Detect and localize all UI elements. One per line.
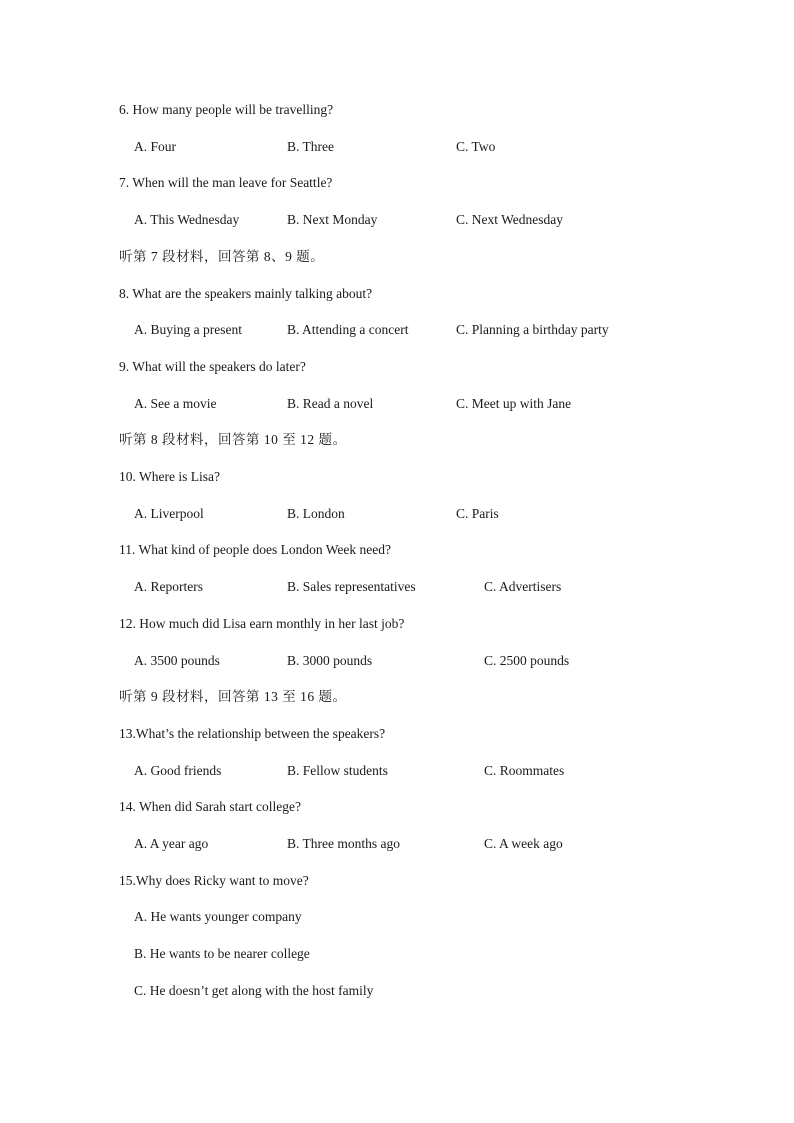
section-instruction: 听第 8 段材料，回答第 10 至 12 题。 [119,432,347,448]
question-text: 7. When will the man leave for Seattle? [119,175,333,191]
question-text: 14. When did Sarah start college? [119,799,301,815]
answer-option: B. Fellow students [287,762,388,778]
answer-option: A. He wants younger company [134,909,302,925]
answer-option: C. Meet up with Jane [456,395,572,411]
question-text: 12. How much did Lisa earn monthly in her last job? [119,615,405,631]
answer-option: C. He doesn’t get along with the host family [134,982,374,998]
answer-option: B. Read a novel [287,395,374,411]
answer-option: B. He wants to be nearer college [134,946,310,962]
answer-option: A. This Wednesday [134,212,240,228]
answer-option: A. 3500 pounds [134,652,220,668]
answer-option: C. Roommates [484,762,565,778]
answer-option: C. Advertisers [484,579,562,595]
answer-option: B. Next Monday [287,212,378,228]
answer-option: B. Attending a concert [287,322,409,338]
answer-option: A. A year ago [134,836,209,851]
answer-option: A. Liverpool [134,505,204,521]
question-text: 13.What’s the relationship between the speakers? [119,725,386,741]
answer-option: B. Three [287,138,334,154]
answer-option: C. 2500 pounds [484,652,570,668]
answer-option: B. Sales representatives [287,579,416,595]
question-text: 15.Why does Ricky want to move? [119,872,309,888]
section-instruction: 听第 7 段材料，回答第 8、9 题。 [119,248,325,264]
answer-option: B. 3000 pounds [287,652,373,668]
answer-option: C. Planning a birthday party [456,322,609,338]
answer-option: A. Four [134,138,177,154]
answer-option: C. A week ago [484,836,563,851]
answer-option: B. London [287,505,345,521]
answer-option: A. Buying a present [134,322,242,338]
answer-option: A. Reporters [134,579,203,595]
answer-option: B. Three months ago [287,836,400,851]
answer-option: C. Paris [456,505,499,521]
answer-option: A. Good friends [134,762,222,778]
question-text: 11. What kind of people does London Week need? [119,542,391,558]
question-text: 6. How many people will be travelling? [119,102,334,117]
answer-option: C. Next Wednesday [456,212,564,228]
section-instruction: 听第 9 段材料，回答第 13 至 16 题。 [119,689,347,705]
answer-option: C. Two [456,138,496,154]
question-text: 9. What will the speakers do later? [119,358,306,374]
answer-option: A. See a movie [134,395,217,411]
question-text: 10. Where is Lisa? [119,469,220,484]
question-text: 8. What are the speakers mainly talking about? [119,285,373,301]
